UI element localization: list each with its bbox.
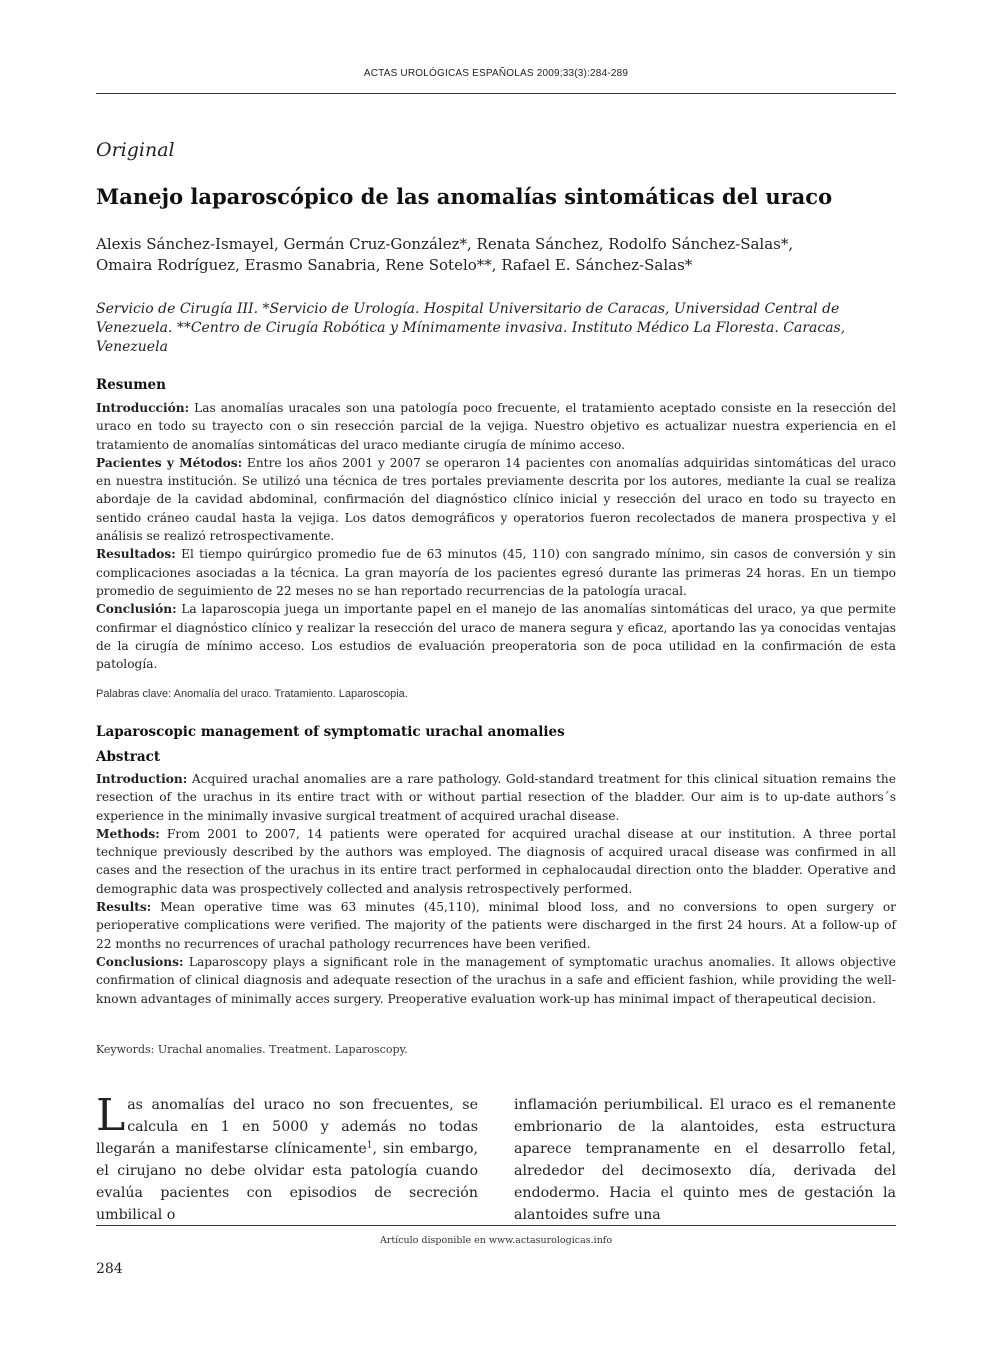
resumen-metodos bbox=[96, 454, 896, 545]
resumen-introduccion bbox=[96, 399, 896, 454]
section-type: Original bbox=[96, 139, 175, 161]
abstract-conclusions bbox=[96, 953, 896, 1008]
label: Resultados: bbox=[96, 547, 176, 562]
label: Methods: bbox=[96, 826, 160, 841]
resumen-resultados bbox=[96, 545, 896, 600]
journal-citation: ACTAS UROLÓGICAS ESPAÑOLAS 2009;33(3):284-289 bbox=[363, 68, 629, 79]
article-title: Manejo laparoscópico de las anomalías sintomáticas del uraco bbox=[96, 184, 833, 209]
text: Entre los años 2001 y 2007 se operaron 14 pacientes con anomalías adquiridas sintomáticas del uraco en nuestra institución. Se utilizó una técnica de tres portales previamente descrita por los autores, mediante la cual se realiza abordaje de la cavidad abdominal, confirmación del diagnóstico clínico inicial y resección del uraco en todo su trayecto en sentido cráneo caudal hasta la vejiga. Los datos demográficos y operatorios fueron recolectados de manera prospectiva y el análisis se realizó retrospectivamente. bbox=[96, 455, 896, 544]
abstract-methods bbox=[96, 825, 896, 898]
label: Pacientes y Métodos: bbox=[96, 455, 243, 470]
english-title: Laparoscopic management of symptomatic urachal anomalies bbox=[96, 724, 565, 740]
label: Introduction: bbox=[96, 772, 188, 786]
authors-line-1: Alexis Sánchez-Ismayel, Germán Cruz-González*, Renata Sánchez, Rodolfo Sánchez-Salas*, bbox=[96, 235, 794, 253]
text: Mean operative time was 63 minutes (45,110), minimal blood loss, and no conversions to open surgery or perioperative complications were verified. The majority of the patients were discharged in the first 24 hours. At a follow-up of 22 months no recurrences of urachal pathology recurrences have been verified. bbox=[96, 900, 896, 951]
text: Laparoscopy plays a significant role in the management of symptomatic urachus anomalies. It allows objective confirmation of clinical diagnosis and adequate resection of the urachus in a safe and efficient fashion, while providing the well-known advantages of minimally acces surgery. Preoperative evaluation work-up has minimal impact of therapeutical decision. bbox=[96, 954, 896, 1006]
text: Las anomalías uracales son una patología poco frecuente, el tratamiento aceptado consiste en la resección del uraco en todo su trayecto con o sin resección parcial de la vejiga. Nuestro objetivo es actualizar nuestra experiencia en el tratamiento de anomalías sintomáticas del uraco mediante cirugía de mínimo acceso. bbox=[96, 401, 896, 452]
reference-marker[interactable]: 1 bbox=[366, 1140, 373, 1151]
keywords: Keywords: Urachal anomalies. Treatment. Laparoscopy. bbox=[96, 1043, 408, 1056]
abstract-results bbox=[96, 898, 896, 953]
authors-line-2: Omaira Rodríguez, Erasmo Sanabria, Rene Sotelo**, Rafael E. Sánchez-Salas* bbox=[96, 256, 693, 274]
text: From 2001 to 2007, 14 patients were operated for acquired urachal disease at our institution. A three portal technique previously described by the authors was employed. The diagnosis of acquired uracal disease was confirmed in all cases and the resection of the urachus in its entire tract performed in cephalocaudal direction onto the bladder. Operative and demographic data was prospectively collected and analysis retrospectively performed. bbox=[96, 826, 896, 896]
author-list bbox=[96, 234, 896, 276]
availability-note[interactable]: Artículo disponible en www.actasurologicas.info bbox=[379, 1235, 613, 1246]
page-number: 284 bbox=[96, 1261, 123, 1277]
resumen-body bbox=[96, 399, 896, 673]
header-rule bbox=[96, 93, 896, 94]
body-text: as anomalías del uraco no son frecuentes, se calcula en 1 en 5000 y además no todas llegarán a manifestarse clínicamente bbox=[96, 1097, 478, 1157]
palabras-clave: Palabras clave: Anomalía del uraco. Tratamiento. Laparoscopia. bbox=[96, 688, 408, 700]
label: Conclusions: bbox=[96, 954, 184, 969]
label: Conclusión: bbox=[96, 602, 177, 617]
abstract-heading: Abstract bbox=[96, 749, 161, 765]
text: El tiempo quirúrgico promedio fue de 63 minutos (45, 110) con sangrado mínimo, sin casos de conversión y sin complicaciones asociadas a la técnica. La gran mayoría de los pacientes egresó durante las primeras 24 horas. En un tiempo promedio de seguimiento de 22 meses no se han reportado recurrencias de la patología uracal. bbox=[96, 547, 896, 598]
text: Acquired urachal anomalies are a rare pathology. Gold-standard treatment for this clinical situation remains the resection of the urachus in its entire tract with or without partial resection of the bladder. Our aim is to up-date authors´s experience in the minimally invasive surgical treatment of acquired urachal disease. bbox=[96, 772, 896, 823]
body-column-left bbox=[96, 1090, 478, 1226]
text: La laparoscopia juega un importante papel en el manejo de las anomalías sintomáticas del uraco, ya que permite confirmar el diagnóstico clínico y realizar la resección del uraco de manera segura y eficaz, aportando las ya conocidas ventajas de la cirugía de mínimo acceso. Los estudios de evaluación preoperatoria son de poca utilidad en la confirmación de esta patología. bbox=[96, 602, 896, 672]
abstract-introduction bbox=[96, 770, 896, 825]
abstract-body bbox=[96, 770, 896, 1008]
label: Results: bbox=[96, 900, 152, 915]
body-text: , sin embargo, el cirujano no debe olvidar esta patología cuando evalúa pacientes con episodios de secreción umbilical o bbox=[96, 1141, 478, 1223]
body-column-right bbox=[514, 1094, 896, 1226]
body-text: inflamación periumbilical. El uraco es el remanente embrionario de la alantoides, esta estructura aparece tempranamente en el desarrollo fetal, alrededor del decimosexto día, derivada del endodermo. Hacia el quinto mes de gestación la alantoides sufre una bbox=[514, 1097, 896, 1223]
resumen-conclusion bbox=[96, 600, 896, 673]
drop-cap: L bbox=[96, 1090, 126, 1141]
affiliation: Servicio de Cirugía III. *Servicio de Urología. Hospital Universitario de Caracas, Universidad Central de Venezuela. **Centro de Cirugía Robótica y Mínimamente invasiva. Instituto Médico La Floresta. Caracas, Venezuela bbox=[96, 301, 846, 355]
resumen-heading: Resumen bbox=[96, 377, 166, 393]
footer-rule bbox=[96, 1225, 896, 1226]
label: Introducción: bbox=[96, 401, 190, 415]
